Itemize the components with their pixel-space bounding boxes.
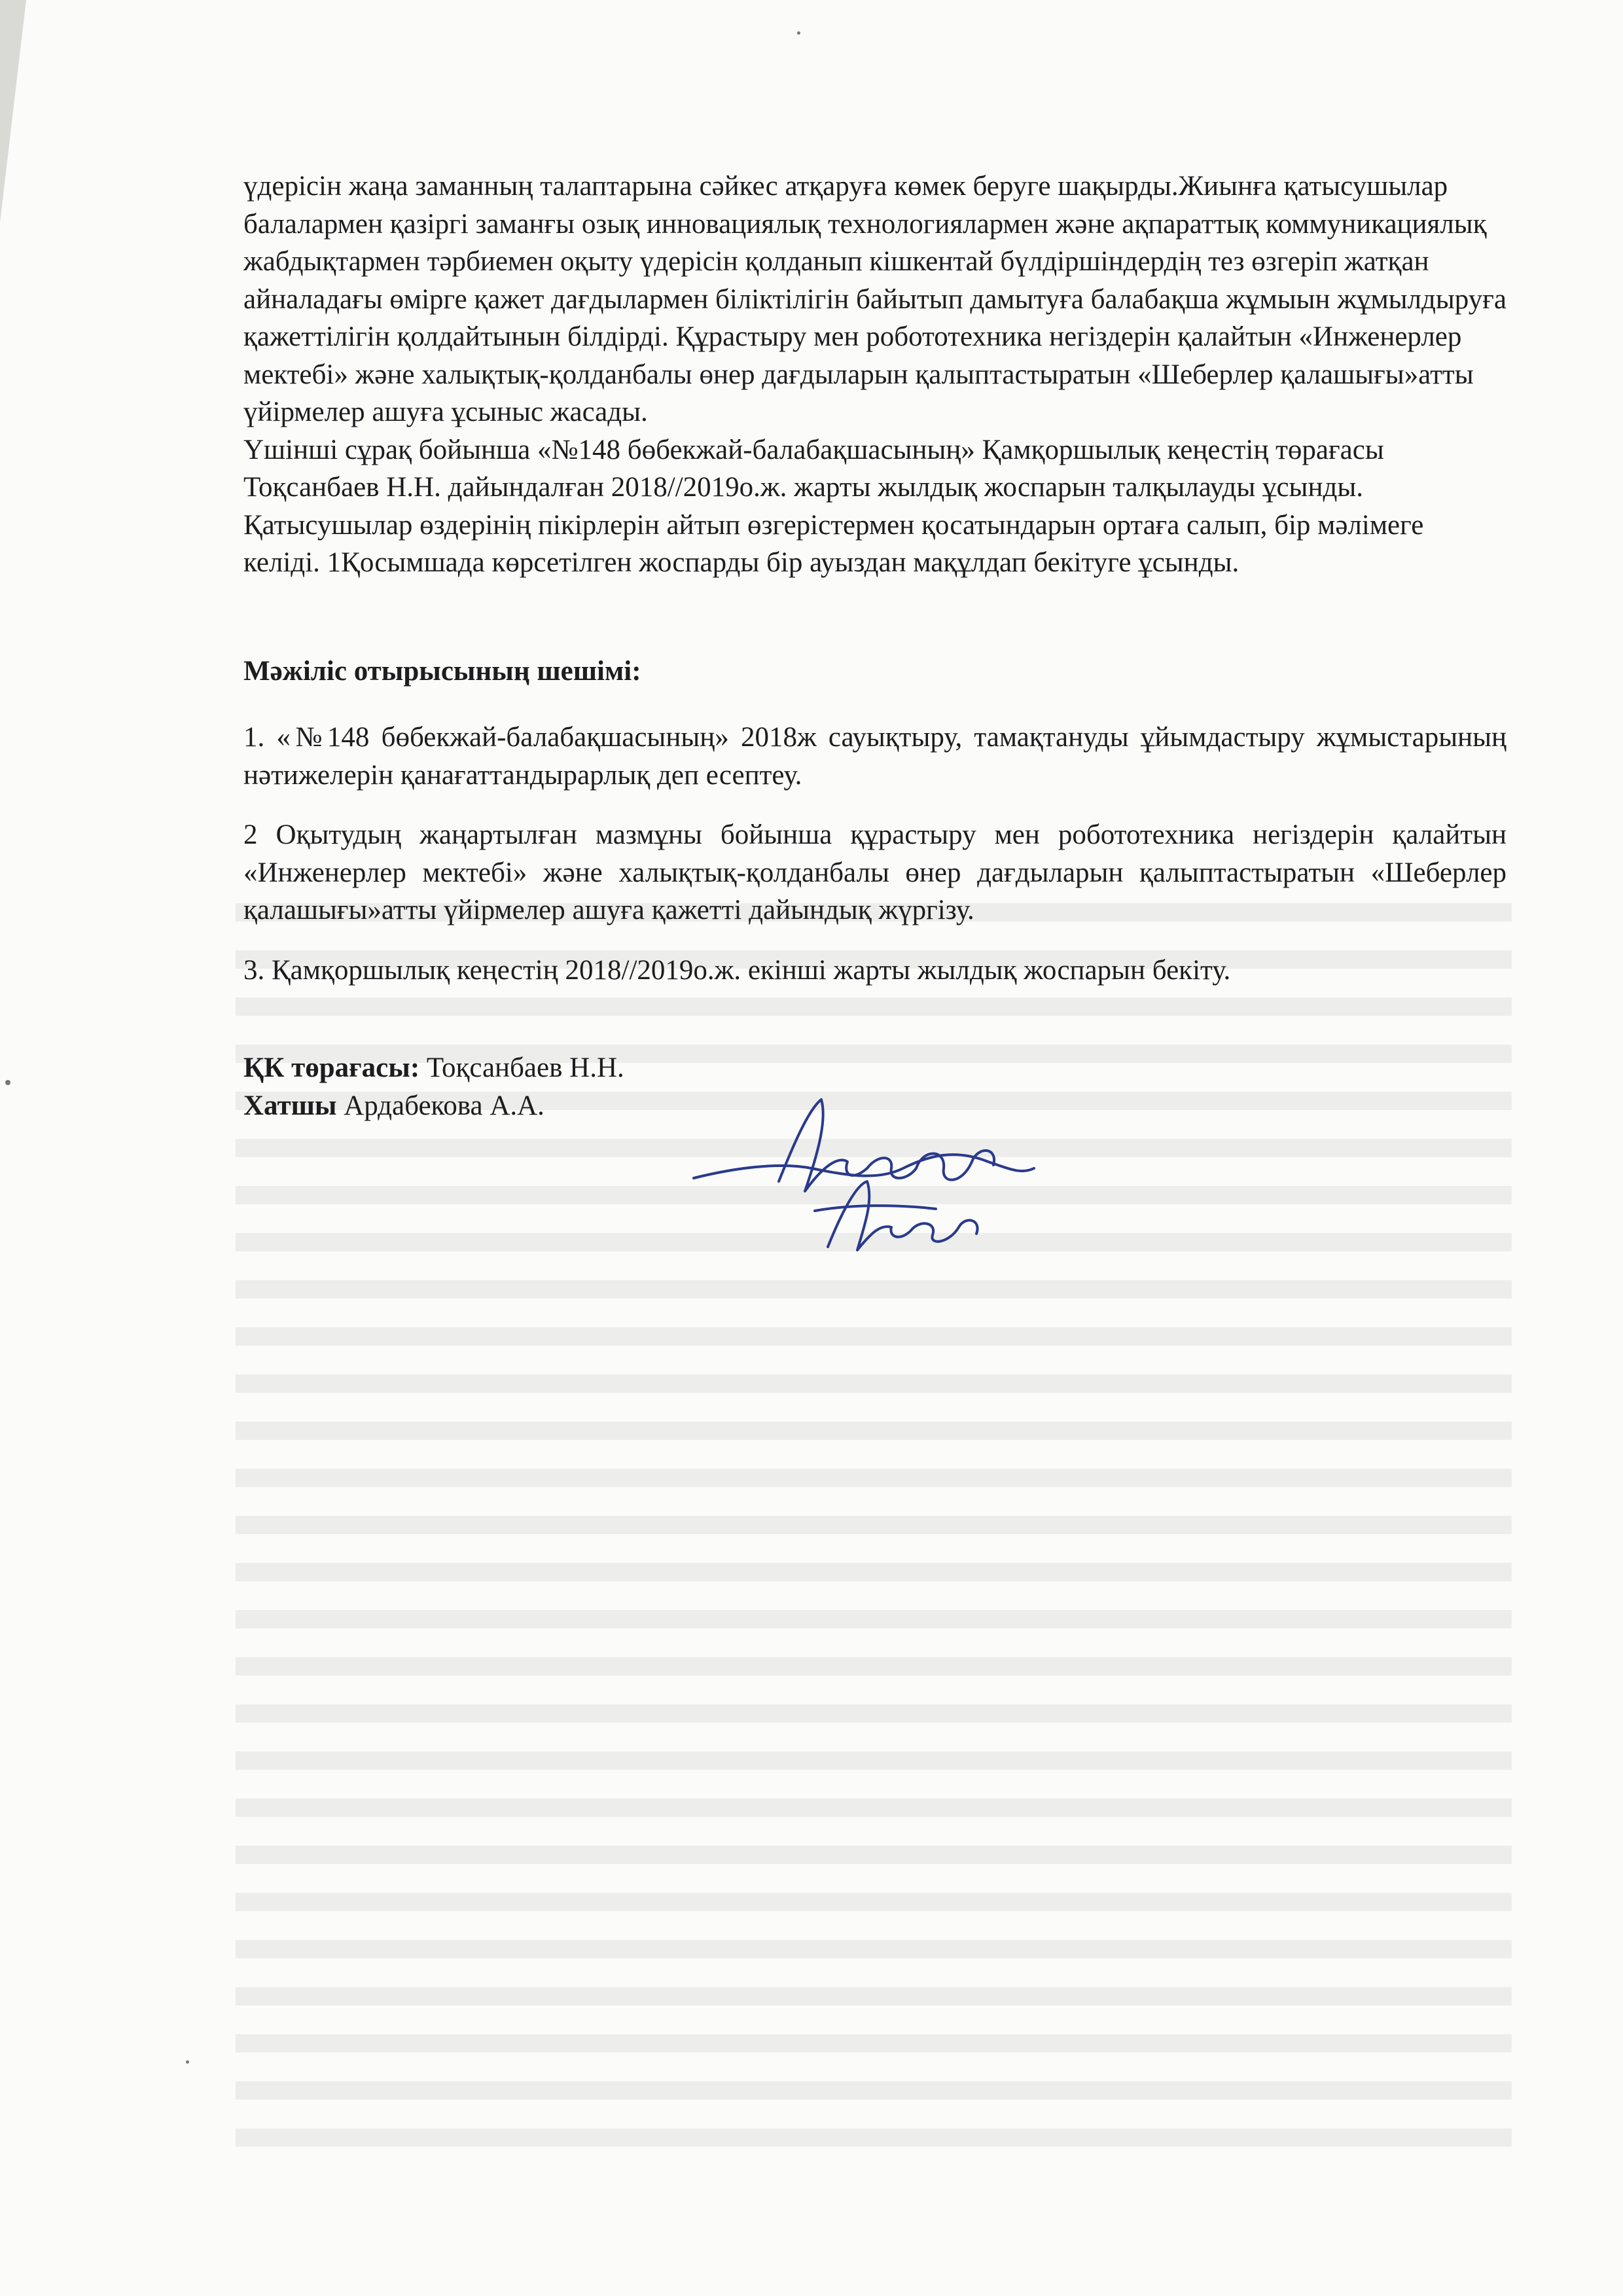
page-corner-fold [0, 0, 26, 223]
decision-item-3: 3. Қамқоршылық кеңестің 2018//2019о.ж. екінші жарты жылдық жоспарын бекіту. [243, 954, 1231, 986]
intro-paragraph: үдерісін жаңа заманның талаптарына сәйкес атқаруға көмек беруге шақырды.Жиынға қатысушылар балалармен қазіргі заманғы озық инновациялық технологиялармен және ақпараттық коммуникациялық жабдықтармен тәрбиемен оқыту үдерісін қолданып кішкентай бүлдіршіндердің тез өзгеріп жатқан айналадағы өмірге қажет дағдылармен біліктілігін байытып дамытуға балабақша жұмыын жұмылдыруға қажеттілігін қолдайтынын білдірді. Құрастыру мен робототехника негіздерін қалайтын «Инженерлер мектебі» және халықтық-қолданбалы өнер дағдыларын қалыптастыратын «Шеберлер қалашығы»атты үйірмелер ашуға ұсыныс жасады. [243, 171, 1507, 427]
paper-speck [5, 1080, 10, 1085]
handwritten-signature [681, 1070, 1047, 1266]
chair-role: ҚК төрағасы: [243, 1052, 420, 1083]
third-question-paragraph: Үшінші сұрақ бойынша «№148 бөбекжай-балабақшасының» Қамқоршылық кеңестің төрағасы Тоқсанбаев Н.Н. дайындалған 2018//2019о.ж. жарты жылдық жоспарын талқылауды ұсынды. Қатысушылар өздерінің пікірлерін айтып өзгерістермен қосатындарын ортаға салып, бір мәлімеге келіді. 1Қосымшада көрсетілген жоспарды бір ауыздан мақұлдап бекітуге ұсынды. [243, 434, 1424, 578]
chair-name: Тоқсанбаев Н.Н. [419, 1052, 624, 1083]
secretary-name: Ардабекова А.А. [336, 1090, 544, 1121]
decision-item-1: 1. «№148 бөбекжай-балабақшасының» 2018ж сауықтыру, тамақтануды ұйымдастыру жұмыстарының нәтижелерін қанағаттандырарлық деп есептеу. [243, 722, 1507, 791]
decision-title: Мәжіліс отырысының шешімі: [243, 655, 641, 687]
document-body [243, 168, 1507, 1124]
paper-speck [186, 2060, 189, 2064]
secretary-role: Хатшы [243, 1090, 337, 1121]
decision-item-2: 2 Оқытудың жаңартылған мазмұны бойынша құрастыру мен робототехника негіздерін қалайтын «Инженерлер мектебі» және халықтық-қолданбалы өнер дағдыларын қалыптастыратын «Шеберлер қалашығы»атты үйірмелер ашуға қажетті дайындық жүргізу. [243, 819, 1507, 925]
paper-speck [797, 31, 800, 35]
